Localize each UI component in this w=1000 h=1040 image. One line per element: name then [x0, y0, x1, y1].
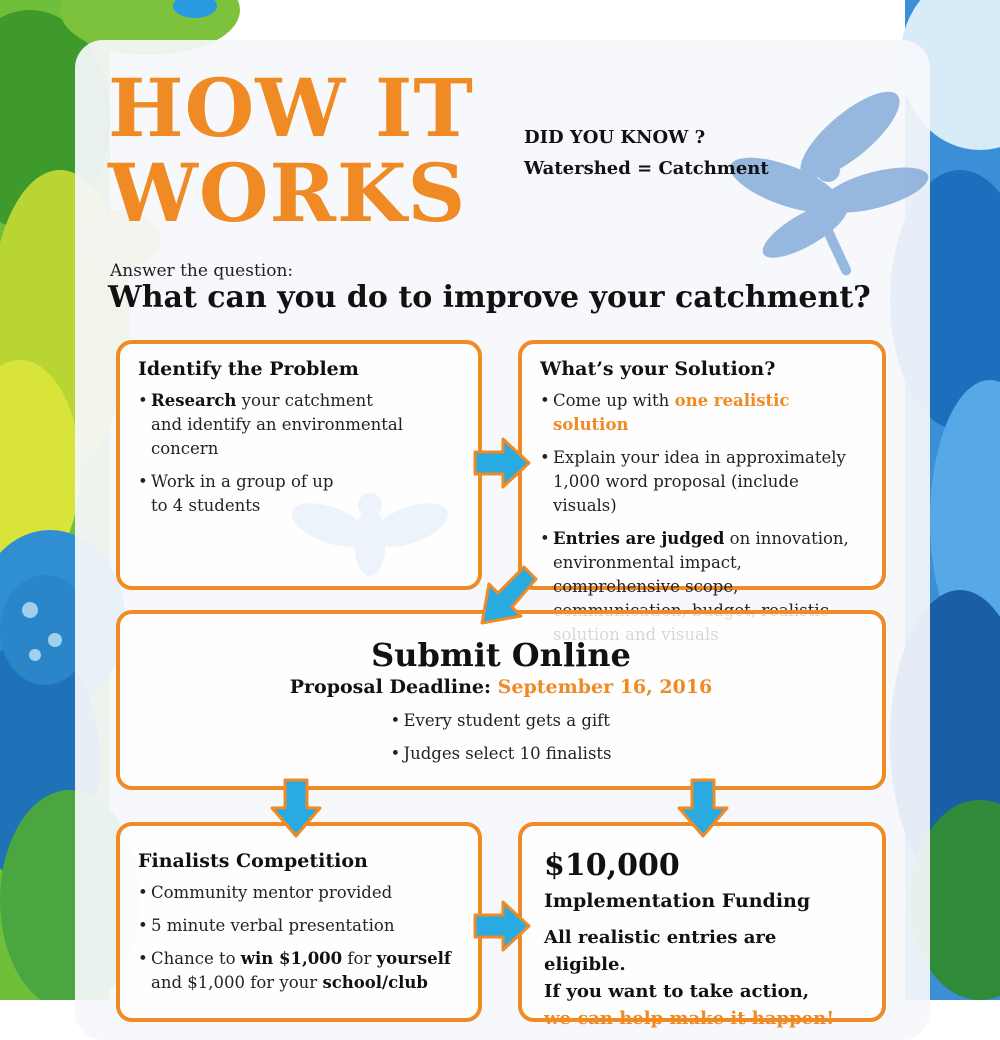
finalists-item-presentation: • 5 minute verbal presentation: [138, 914, 460, 938]
funding-eligible: All realistic entries are eligible.: [544, 927, 777, 975]
deadline-date: September 16, 2016: [497, 676, 713, 698]
judged-bold: Entries are judged: [553, 529, 725, 548]
solution-item-realistic: [540, 389, 864, 437]
prize-pre: Chance to: [151, 949, 241, 968]
dragonfly-icon: [700, 80, 940, 290]
deadline: [140, 676, 862, 698]
page-title-line2: WORKS: [108, 146, 467, 240]
finalists-heading: Finalists Competition: [138, 850, 368, 872]
solution-box: [518, 340, 886, 596]
deadline-label: Proposal Deadline:: [289, 676, 498, 698]
solution-item-proposal: • Explain your idea in approximately 1,000 word proposal (include visuals): [540, 446, 864, 518]
identify-heading: Identify the Problem: [138, 358, 359, 380]
question-lead: Answer the question:: [110, 261, 294, 281]
prize-school: school/club: [322, 973, 428, 992]
arrow-down-left-icon: [478, 565, 540, 627]
finalists-item-mentor: • Community mentor provided: [138, 881, 460, 905]
funding-box: [518, 822, 886, 1029]
submit-online-box: [116, 610, 886, 790]
solution-heading: What’s your Solution?: [540, 358, 776, 380]
research-text: your catchment and identify an environmental concern: [151, 391, 404, 458]
arrow-right-icon-2: [473, 900, 531, 952]
question-text: What can you do to improve your catchment?: [108, 280, 871, 315]
identify-item-research: [138, 389, 408, 461]
submit-item-finalists: • Judges select 10 finalists: [390, 742, 611, 766]
did-you-know-heading: DID YOU KNOW ?: [524, 127, 706, 148]
funding-amount: $10,000: [544, 848, 680, 883]
identify-problem-box: [116, 340, 482, 590]
judging-text: on innovation, environmental impact, comprehensive scope,: [553, 529, 849, 596]
funding-action: If you want to take action,: [544, 981, 809, 1002]
did-you-know: [524, 122, 769, 184]
solution-item1-text: Come up with: [553, 391, 675, 410]
research-bold: Research: [151, 391, 237, 410]
realistic-solution-highlight: one realistic solution: [553, 391, 790, 434]
arrow-down-icon-2: [677, 778, 729, 838]
finalists-box: [116, 822, 482, 1022]
submit-heading: Submit Online: [371, 636, 631, 674]
arrow-right-icon: [473, 437, 531, 489]
prize-win: win $1,000: [240, 949, 343, 968]
page-title-line1: HOW IT: [108, 61, 474, 155]
submit-item-gift: • Every student gets a gift: [390, 709, 611, 733]
did-you-know-fact: Watershed = Catchment: [524, 158, 769, 179]
prize-yourself: yourself: [376, 949, 452, 968]
prize-line2: and $1,000 for your: [151, 973, 323, 992]
identify-item-group: • Work in a group of up to 4 students: [138, 470, 351, 518]
arrow-down-icon: [270, 778, 322, 838]
funding-heading: Implementation Funding: [544, 890, 811, 912]
funding-help: we can help make it happen!: [544, 1008, 835, 1029]
prize-mid: for: [342, 949, 377, 968]
finalists-item-prize: [138, 947, 460, 995]
